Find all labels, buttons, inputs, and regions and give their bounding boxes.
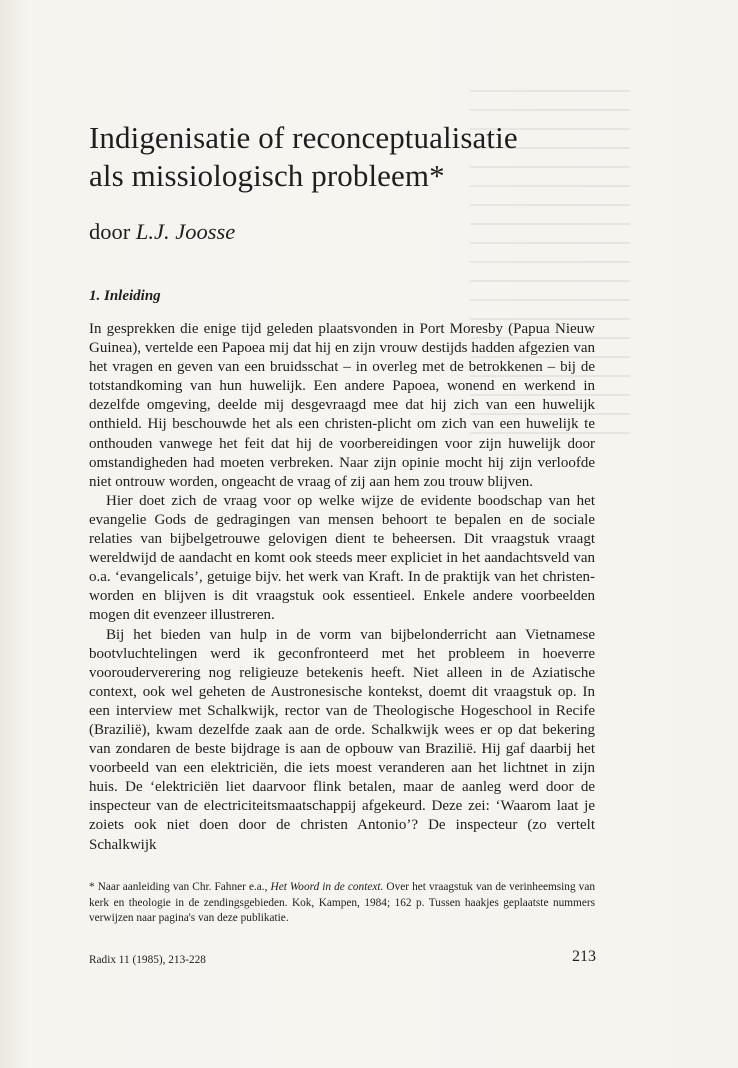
paragraph-3: Bij het bieden van hulp in de vorm van bijbelonderricht aan Vietnamese bootvluchtelingen werd ik geconfronteerd met het probleem in hoeverre voorouderverering nog religieuze betekenis heeft. Niet alleen in de Aziatische context, ook wel geheten de Austronesische kontekst, doemt dit vraagstuk op. In een interview met Schalkwijk, rector van de Theologische Hogeschool in Recife (Brazilië), kwam dezelfde zaak aan de orde. Schalkwijk wees er op dat bekering van zondaren de beste bijdrage is aan de opbouw van Brazilië. Hij gaf daarbij het voorbeeld van een elektriciën, die iets moest veranderen aan het lichtnet in zijn huis. De ‘elektriciën liet daarvoor flink betalen, maar de aanleg werd door de inspecteur van de electriciteitsmaatschappij afgekeurd. Deze zei: ‘Waarom laat je zoiets ook niet doen door de christen Antonio’? De inspecteur (zo vertelt Schalkwijk <box>89 626 595 853</box>
article-byline <box>89 218 235 246</box>
byline-prefix: door <box>89 219 131 244</box>
journal-reference: Radix 11 (1985), 213-228 <box>89 954 206 966</box>
article-title-line-1: Indigenisatie of reconceptualisatie <box>89 120 518 155</box>
footnote-prefix: Naar aanleiding van Chr. Fahner e.a., <box>97 881 268 893</box>
article-body <box>89 320 595 855</box>
footnote-marker: * <box>89 881 95 893</box>
footnote-book-title: Het Woord in de context. <box>270 881 384 893</box>
footnote <box>89 880 595 927</box>
article-author: L.J. Joosse <box>135 219 236 244</box>
footnote-text: Over het vraagstuk van de verinheemsing van kerk en theologie in de zendingsgebieden. Kok, Kampen, 1984; 162 p. Tussen haakjes geplaatste nummers verwijzen naar pagina's van deze publikatie. <box>89 881 595 925</box>
section-heading: 1. Inleiding <box>89 288 161 304</box>
article-title-line-2: als missiologisch probleem* <box>89 158 445 193</box>
paragraph-1: In gesprekken die enige tijd geleden plaatsvonden in Port Moresby (Papua Nieuw Guinea), vertelde een Papoea mij dat hij en zijn vrouw destijds hadden afgezien van het vragen en geven van een bruidsschat – in overleg met de betrokkenen – bij de totstandkoming van hun huwelijk. Een andere Papoea, wonend en werkend in dezelfde omgeving, deelde mij desgevraagd mee dat hij zich van een huwelijk onthield. Hij beschouwde het als een christen-plicht om zich van een huwelijk te onthouden vanwege het feit dat hij de voorbereidingen voor zijn huwelijk door omstandigheden had moeten verbreken. Naar zijn opinie mocht hij zijn verloofde niet ontrouw worden, ongeacht de vraag of zij aan hem zou trouw blijven. <box>89 321 595 490</box>
page-number: 213 <box>572 948 596 965</box>
article-title <box>89 119 609 195</box>
paragraph-2: Hier doet zich de vraag voor op welke wijze de evidente boodschap van het evangelie Gods de gedragingen van mensen behoort te bepalen en de sociale relaties van bijbelgetrouwe gelovigen dient te beheersen. Dit vraagstuk vraagt wereldwijd de aandacht en komt ook steeds meer expliciet in het aandachtsveld van o.a. ‘evangelicals’, getuige bijv. het werk van Kraft. In de praktijk van het christen-worden en blijven is dit vraagstuk ook essentieel. Enkele andere voorbeelden mogen dit evenzeer illustreren. <box>89 492 595 624</box>
